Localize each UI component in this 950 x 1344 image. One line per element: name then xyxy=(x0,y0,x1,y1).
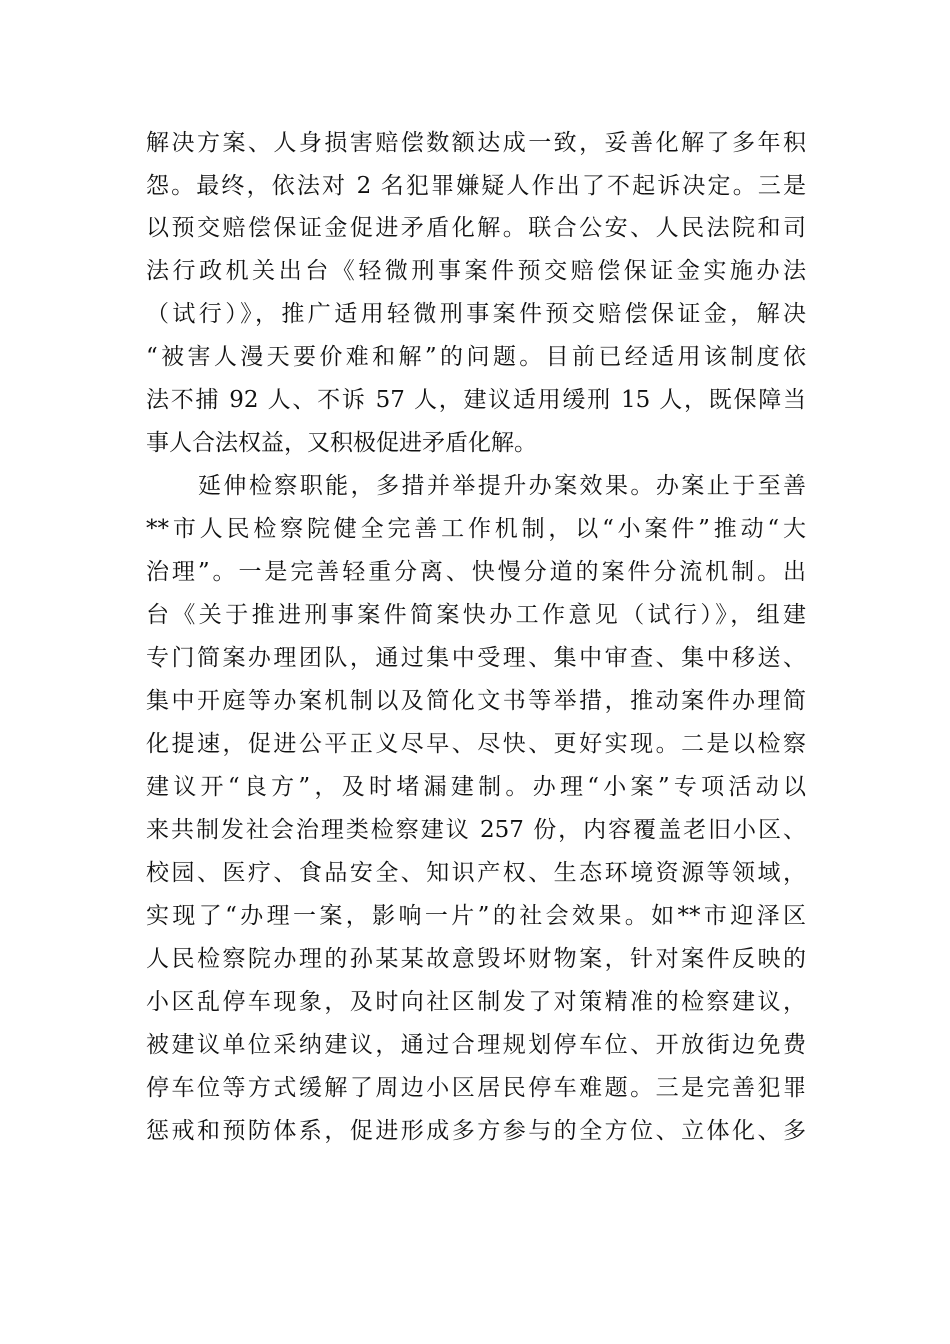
text-line: 人民检察院办理的孙某某故意毁坏财物案，针对案件反映的 xyxy=(146,946,806,972)
text-line: 建议开“良方”，及时堵漏建制。办理“小案”专项活动以 xyxy=(146,774,806,800)
text-line: 停车位等方式缓解了周边小区居民停车难题。三是完善犯罪 xyxy=(146,1075,806,1101)
text-line: 事人合法权益，又积极促进矛盾化解。 xyxy=(146,430,537,456)
text-line: 法不捕 92 人、不诉 57 人，建议适用缓刑 15 人，既保障当 xyxy=(146,387,806,413)
text-line: 集中开庭等办案机制以及简化文书等举措，推动案件办理简 xyxy=(146,688,806,714)
text-line: 小区乱停车现象，及时向社区制发了对策精准的检察建议， xyxy=(146,989,806,1015)
text-line: 来共制发社会治理类检察建议 257 份，内容覆盖老旧小区、 xyxy=(146,817,806,843)
text-line: 解决方案、人身损害赔偿数额达成一致，妥善化解了多年积 xyxy=(146,130,806,156)
text-line: 怨。最终，依法对 2 名犯罪嫌疑人作出了不起诉决定。三是 xyxy=(146,173,806,199)
text-line: 化提速，促进公平正义尽早、尽快、更好实现。二是以检察 xyxy=(146,731,806,757)
text-line: （试行）》，推广适用轻微刑事案件预交赔偿保证金，解决 xyxy=(146,301,806,327)
text-line: **市人民检察院健全完善工作机制，以“小案件”推动“大 xyxy=(146,516,806,542)
text-line: 惩戒和预防体系，促进形成多方参与的全方位、立体化、多 xyxy=(146,1118,806,1144)
text-line: 专门简案办理团队，通过集中受理、集中审查、集中移送、 xyxy=(146,645,806,671)
text-line: 台《关于推进刑事案件简案快办工作意见（试行）》，组建 xyxy=(146,602,806,628)
text-line: 校园、医疗、食品安全、知识产权、生态环境资源等领域， xyxy=(146,860,806,886)
text-line: 治理”。一是完善轻重分离、快慢分道的案件分流机制。出 xyxy=(146,559,806,585)
text-line: 延伸检察职能，多措并举提升办案效果。办案止于至善 xyxy=(198,473,806,499)
text-line: 法行政机关出台《轻微刑事案件预交赔偿保证金实施办法 xyxy=(146,258,806,284)
text-line: “被害人漫天要价难和解”的问题。目前已经适用该制度依 xyxy=(146,344,806,370)
text-line: 被建议单位采纳建议，通过合理规划停车位、开放街边免费 xyxy=(146,1032,806,1058)
text-line: 以预交赔偿保证金促进矛盾化解。联合公安、人民法院和司 xyxy=(146,215,806,241)
text-line: 实现了“办理一案，影响一片”的社会效果。如**市迎泽区 xyxy=(146,903,806,929)
